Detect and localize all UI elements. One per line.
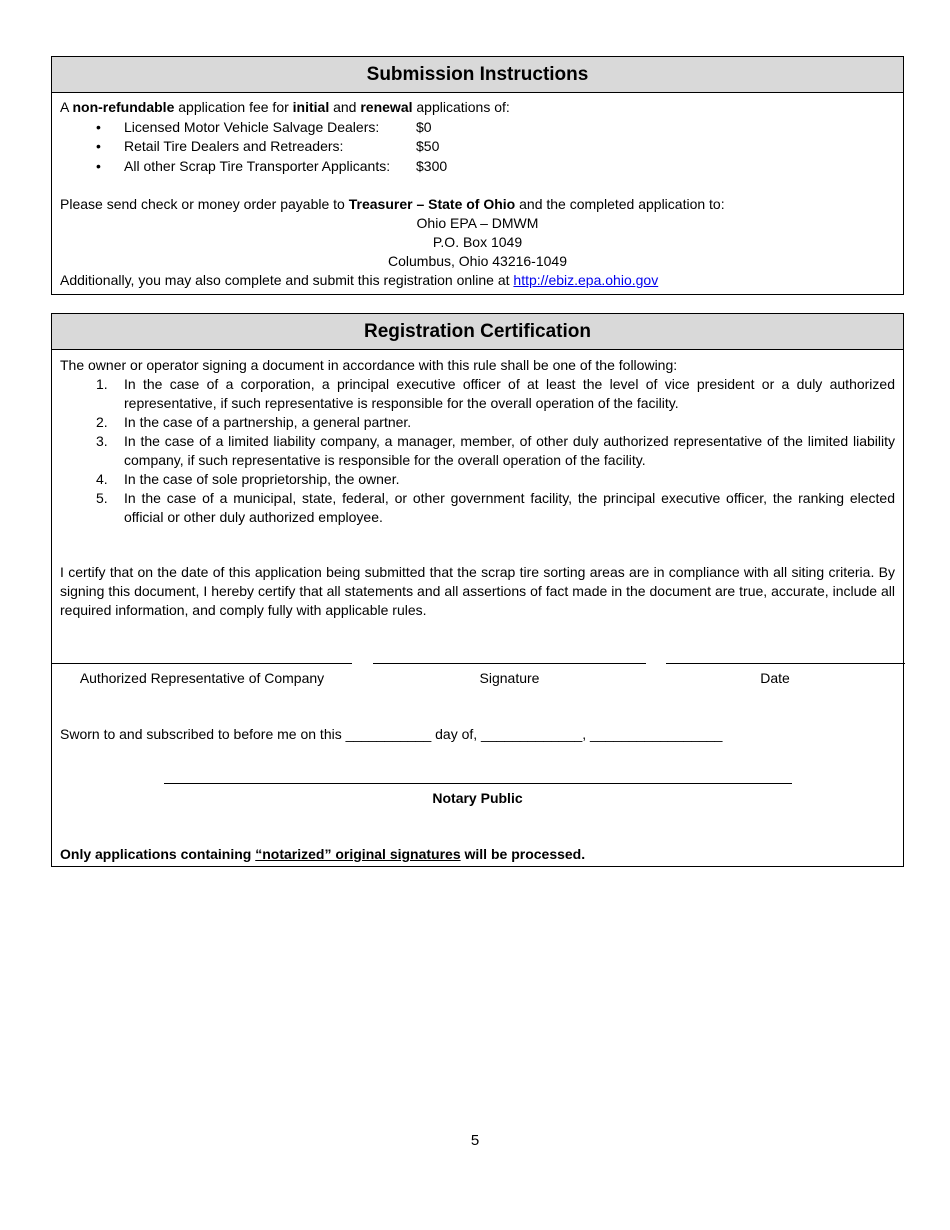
- registration-certification-title: Registration Certification: [52, 314, 903, 350]
- payable-to: Treasurer – State of Ohio: [348, 196, 516, 212]
- list-text: In the case of a limited liability company, a manager, member, of other duly authorized representative of the limited liability company, if such representative is responsible for the overall operation of the facility.: [124, 433, 895, 468]
- fee-intro-text: applications of:: [412, 99, 510, 115]
- payable-intro: Please send check or money order payable to: [60, 196, 349, 212]
- fee-intro-bold: initial: [292, 99, 330, 115]
- list-text: In the case of a municipal, state, federal, or other government facility, the principal executive officer, the ranking elected official or other duly authorized employee.: [124, 490, 895, 525]
- date-label: Date: [760, 670, 790, 686]
- rep-label: Authorized Representative of Company: [79, 670, 325, 686]
- list-number: 3.: [96, 433, 108, 449]
- date-line: [666, 663, 905, 664]
- fee-amount: $50: [416, 138, 440, 154]
- list-number: 5.: [96, 490, 108, 506]
- processing-notice: [60, 845, 895, 864]
- certify-paragraph: I certify that on the date of this application being submitted that the scrap tire sorting areas are in compliance with all siting criteria. By signing this document, I hereby certify that all statements and all assertions of fact made in the document are true, accurate, include all required information, and comply fully with applicable rules.: [60, 564, 895, 618]
- fee-intro-text: application fee for: [174, 99, 293, 115]
- notice-text: Only applications containing: [60, 846, 256, 862]
- list-number: 4.: [96, 471, 108, 487]
- page-number: 5: [470, 1132, 480, 1149]
- fee-intro-bold: renewal: [360, 99, 413, 115]
- bullet-icon: •: [96, 119, 101, 135]
- payable-outro: and the completed application to:: [515, 196, 725, 212]
- fee-intro: [60, 98, 895, 117]
- fee-amount: $0: [416, 119, 432, 135]
- submission-instructions-section: [51, 56, 904, 295]
- notary-label: [60, 789, 895, 808]
- certification-intro: The owner or operator signing a document in accordance with this rule shall be one of the following:: [60, 357, 678, 373]
- registration-certification-section: [51, 313, 904, 867]
- sworn-line: Sworn to and subscribed to before me on this ___________ day of, _____________, _________________: [60, 726, 723, 742]
- bullet-icon: •: [96, 138, 101, 154]
- fee-label: All other Scrap Tire Transporter Applicants:: [124, 158, 391, 174]
- bullet-icon: •: [96, 158, 101, 174]
- list-number: 1.: [96, 376, 108, 392]
- fee-label: Retail Tire Dealers and Retreaders:: [124, 138, 344, 154]
- online-text: Additionally, you may also complete and submit this registration online at: [60, 272, 514, 288]
- address-line: Ohio EPA – DMWM: [416, 215, 539, 231]
- list-text: In the case of a partnership, a general partner.: [124, 414, 412, 430]
- signature-label: Signature: [479, 670, 540, 686]
- payable-line: [60, 195, 895, 214]
- notice-text: will be processed.: [460, 846, 586, 862]
- notice-underlined: “notarized” original signatures: [255, 846, 461, 862]
- fee-intro-text: A: [60, 99, 73, 115]
- rep-signature-line: [52, 663, 352, 664]
- fee-intro-text: and: [329, 99, 361, 115]
- notary-signature-line: [164, 783, 792, 784]
- online-link[interactable]: http://ebiz.epa.ohio.gov: [513, 272, 659, 288]
- online-line: [60, 271, 895, 290]
- list-text: In the case of a corporation, a principal executive officer of at least the level of vice president or a duly authorized representative, if such representative is responsible for the overall operation of the facility.: [124, 376, 895, 411]
- fee-amount: $300: [416, 158, 448, 174]
- list-number: 2.: [96, 414, 108, 430]
- notary-label-text: Notary Public: [432, 790, 523, 806]
- signature-line: [373, 663, 646, 664]
- address-line: Columbus, Ohio 43216-1049: [387, 253, 567, 269]
- submission-instructions-title: Submission Instructions: [52, 57, 903, 93]
- address-line: P.O. Box 1049: [432, 234, 523, 250]
- fee-intro-bold: non-refundable: [72, 99, 175, 115]
- fee-label: Licensed Motor Vehicle Salvage Dealers:: [124, 119, 380, 135]
- list-text: In the case of sole proprietorship, the owner.: [124, 471, 400, 487]
